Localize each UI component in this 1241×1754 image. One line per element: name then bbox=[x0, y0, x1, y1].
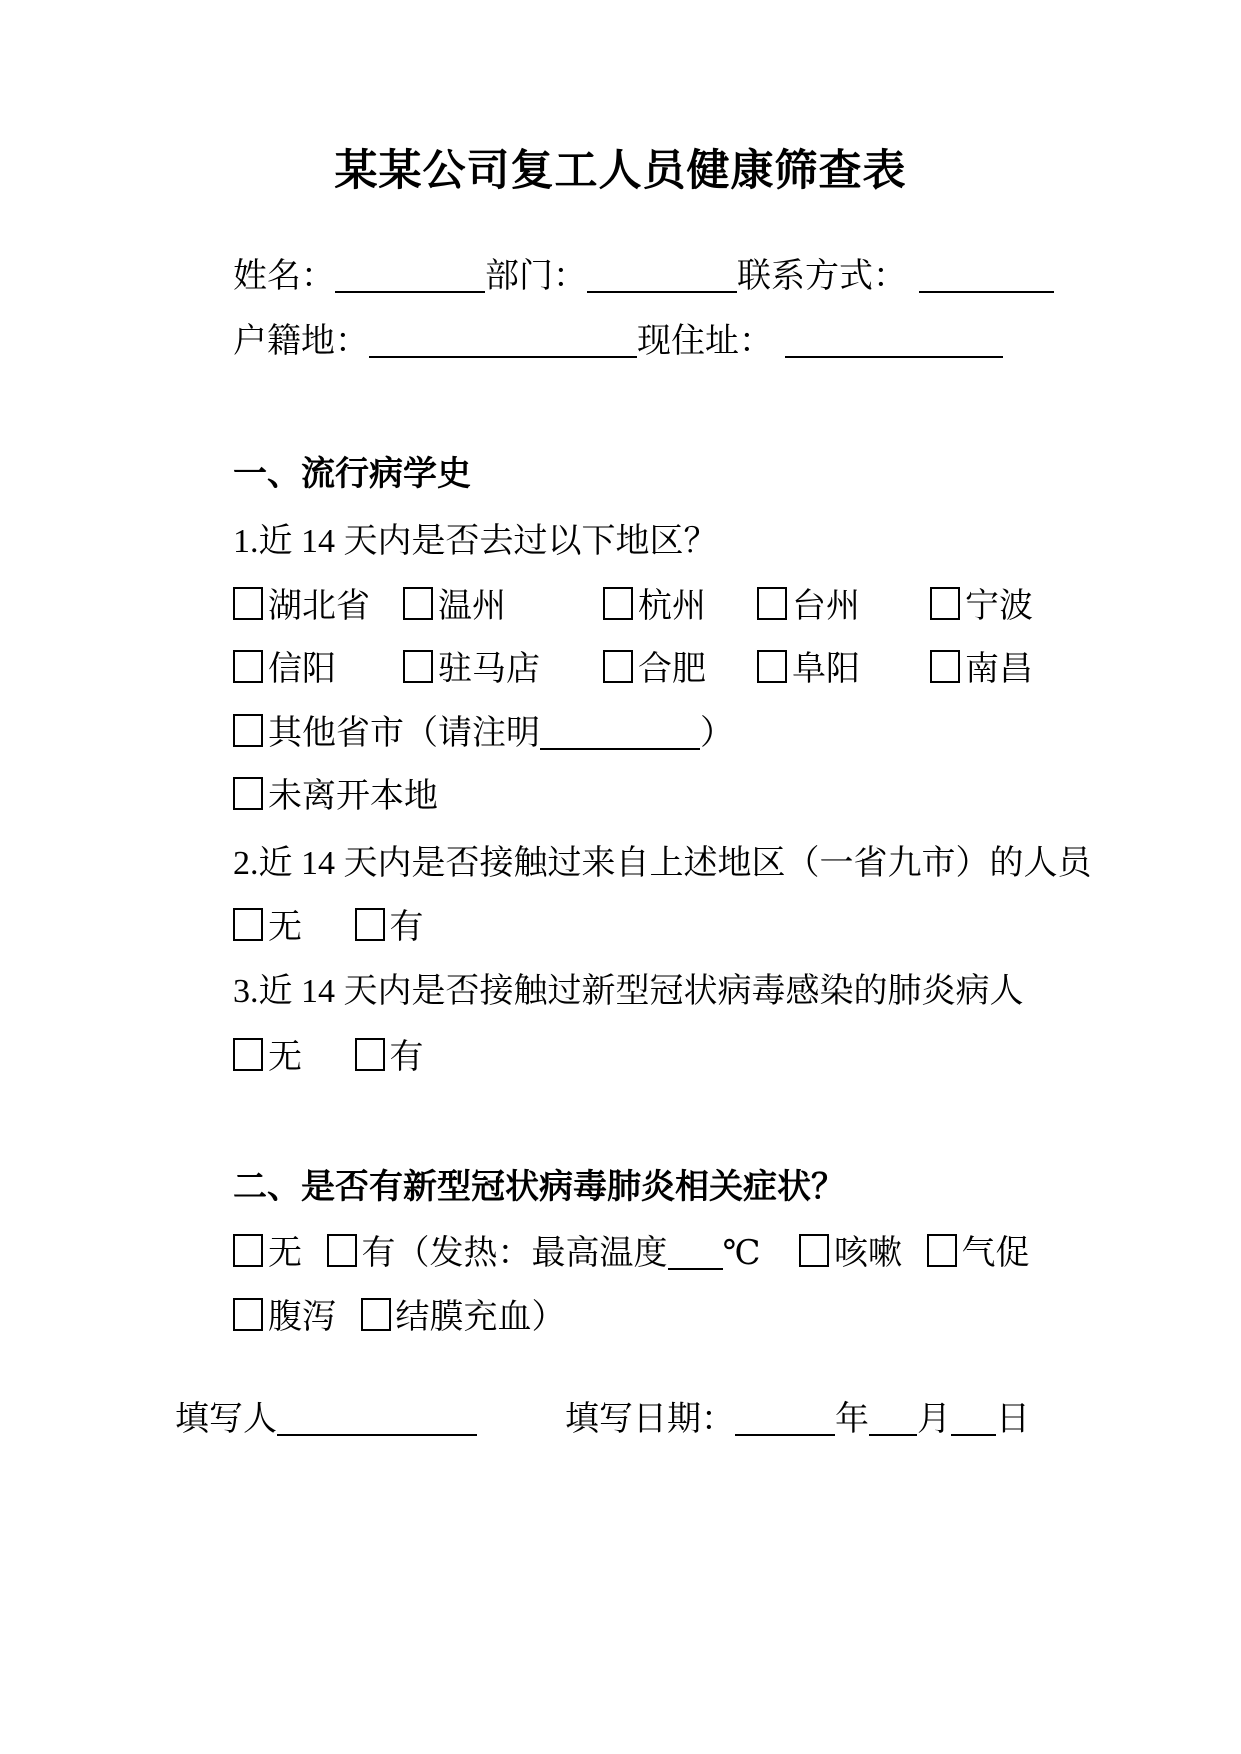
q3-no-label: 无 bbox=[268, 1039, 302, 1076]
checkbox-q2-no[interactable] bbox=[233, 908, 263, 941]
checkbox-q2-yes[interactable] bbox=[355, 908, 385, 941]
option-not-left bbox=[233, 775, 438, 819]
option-symptom-cough bbox=[799, 1235, 902, 1272]
option-fuyang bbox=[757, 648, 860, 692]
address-label: 现住址： bbox=[637, 323, 773, 360]
option-label: 温州 bbox=[438, 588, 506, 625]
year-label: 年 bbox=[835, 1401, 869, 1438]
filler-label: 填写人 bbox=[175, 1401, 277, 1438]
option-label: 信阳 bbox=[268, 651, 336, 688]
date-label: 填写日期： bbox=[565, 1401, 735, 1438]
option-q2-no bbox=[233, 909, 302, 946]
fever-label: 有（发热：最高温度 bbox=[361, 1235, 668, 1272]
section2-heading: 二、是否有新型冠状病毒肺炎相关症状？ bbox=[233, 1168, 845, 1206]
checkbox-symptom-cough[interactable] bbox=[799, 1234, 829, 1267]
option-label: 合肥 bbox=[638, 651, 706, 688]
option-xinyang bbox=[233, 648, 336, 692]
question-3: 3.近 14 天内是否接触过新型冠状病毒感染的肺炎病人 bbox=[233, 973, 1024, 1010]
option-symptom-none bbox=[233, 1235, 302, 1272]
region-row-1 bbox=[233, 585, 1033, 635]
page-title: 某某公司复工人员健康筛查表 bbox=[334, 148, 907, 195]
option-other-province bbox=[233, 712, 734, 756]
option-symptom-diarrhea bbox=[233, 1299, 336, 1336]
q2-answer-row bbox=[233, 906, 424, 950]
checkbox-hubei[interactable] bbox=[233, 587, 263, 620]
symptom-row-2 bbox=[233, 1296, 566, 1340]
day-label: 日 bbox=[996, 1401, 1030, 1438]
checkbox-fuyang[interactable] bbox=[757, 650, 787, 683]
q3-yes-label: 有 bbox=[389, 1039, 424, 1076]
option-zhumadian bbox=[403, 648, 540, 692]
option-label: 湖北省 bbox=[268, 588, 370, 625]
name-label: 姓名： bbox=[233, 258, 335, 295]
checkbox-q3-yes[interactable] bbox=[355, 1038, 385, 1071]
option-label: 南昌 bbox=[965, 651, 1033, 688]
not-left-label: 未离开本地 bbox=[268, 778, 438, 815]
checkbox-other-province[interactable] bbox=[233, 714, 263, 747]
option-ningbo bbox=[930, 585, 1033, 629]
field-row-address bbox=[233, 320, 1003, 364]
diarrhea-label: 腹泻 bbox=[268, 1299, 336, 1336]
q3-answer-row bbox=[233, 1036, 424, 1080]
option-q3-no bbox=[233, 1039, 302, 1076]
checkbox-xinyang[interactable] bbox=[233, 650, 263, 683]
option-symptom-breath bbox=[927, 1235, 1030, 1272]
cough-label: 咳嗽 bbox=[834, 1235, 903, 1272]
option-hefei bbox=[603, 648, 706, 692]
other-province-input-blank[interactable] bbox=[540, 714, 700, 750]
celsius-unit: ℃ bbox=[722, 1235, 761, 1272]
address-input-blank[interactable] bbox=[785, 322, 1003, 358]
contact-label: 联系方式： bbox=[737, 258, 907, 295]
option-q2-yes bbox=[355, 909, 424, 946]
checkbox-hangzhou[interactable] bbox=[603, 587, 633, 620]
option-wenzhou bbox=[403, 585, 506, 629]
question-1: 1.近 14 天内是否去过以下地区？ bbox=[233, 523, 718, 560]
checkbox-hefei[interactable] bbox=[603, 650, 633, 683]
checkbox-not-left[interactable] bbox=[233, 777, 263, 810]
checkbox-symptom-fever[interactable] bbox=[327, 1234, 357, 1267]
day-input-blank[interactable] bbox=[951, 1400, 996, 1436]
contact-input-blank[interactable] bbox=[919, 257, 1054, 293]
option-symptom-conjunctiva bbox=[361, 1299, 566, 1336]
month-input-blank[interactable] bbox=[869, 1400, 917, 1436]
option-hangzhou bbox=[603, 585, 706, 629]
region-row-2 bbox=[233, 648, 1033, 698]
option-label: 台州 bbox=[792, 588, 860, 625]
q2-yes-label: 有 bbox=[389, 909, 424, 946]
checkbox-q3-no[interactable] bbox=[233, 1038, 263, 1071]
other-province-close-paren: ） bbox=[700, 715, 734, 752]
option-symptom-fever bbox=[327, 1235, 761, 1272]
option-label: 杭州 bbox=[638, 588, 706, 625]
checkbox-symptom-breath[interactable] bbox=[927, 1234, 957, 1267]
section1-heading: 一、流行病学史 bbox=[233, 455, 471, 493]
name-input-blank[interactable] bbox=[335, 257, 485, 293]
option-nanchang bbox=[930, 648, 1033, 692]
year-input-blank[interactable] bbox=[735, 1400, 835, 1436]
dept-label: 部门： bbox=[485, 258, 587, 295]
option-label: 阜阳 bbox=[792, 651, 860, 688]
checkbox-zhumadian[interactable] bbox=[403, 650, 433, 683]
symptom-none-label: 无 bbox=[268, 1235, 302, 1272]
breath-label: 气促 bbox=[961, 1235, 1030, 1272]
residence-input-blank[interactable] bbox=[369, 322, 637, 358]
question-2: 2.近 14 天内是否接触过来自上述地区（一省九市）的人员 bbox=[233, 845, 1092, 882]
checkbox-ningbo[interactable] bbox=[930, 587, 960, 620]
dept-input-blank[interactable] bbox=[587, 257, 737, 293]
checkbox-symptom-diarrhea[interactable] bbox=[233, 1298, 263, 1331]
option-label: 宁波 bbox=[965, 588, 1033, 625]
conjunctiva-label: 结膜充血） bbox=[395, 1299, 566, 1336]
footer-row bbox=[175, 1398, 1030, 1442]
option-q3-yes bbox=[355, 1039, 424, 1076]
field-row-basic bbox=[233, 255, 1054, 299]
q2-no-label: 无 bbox=[268, 909, 302, 946]
temperature-input-blank[interactable] bbox=[668, 1234, 723, 1270]
option-taizhou bbox=[757, 585, 860, 629]
checkbox-symptom-conjunctiva[interactable] bbox=[361, 1298, 391, 1331]
checkbox-nanchang[interactable] bbox=[930, 650, 960, 683]
month-label: 月 bbox=[917, 1401, 951, 1438]
option-label: 驻马店 bbox=[438, 651, 540, 688]
checkbox-taizhou[interactable] bbox=[757, 587, 787, 620]
filler-input-blank[interactable] bbox=[277, 1400, 477, 1436]
other-province-label: 其他省市（请注明 bbox=[268, 715, 540, 752]
checkbox-wenzhou[interactable] bbox=[403, 587, 433, 620]
residence-label: 户籍地： bbox=[233, 323, 369, 360]
symptom-row-1 bbox=[233, 1232, 1030, 1276]
option-hubei bbox=[233, 585, 370, 629]
checkbox-symptom-none[interactable] bbox=[233, 1234, 263, 1267]
